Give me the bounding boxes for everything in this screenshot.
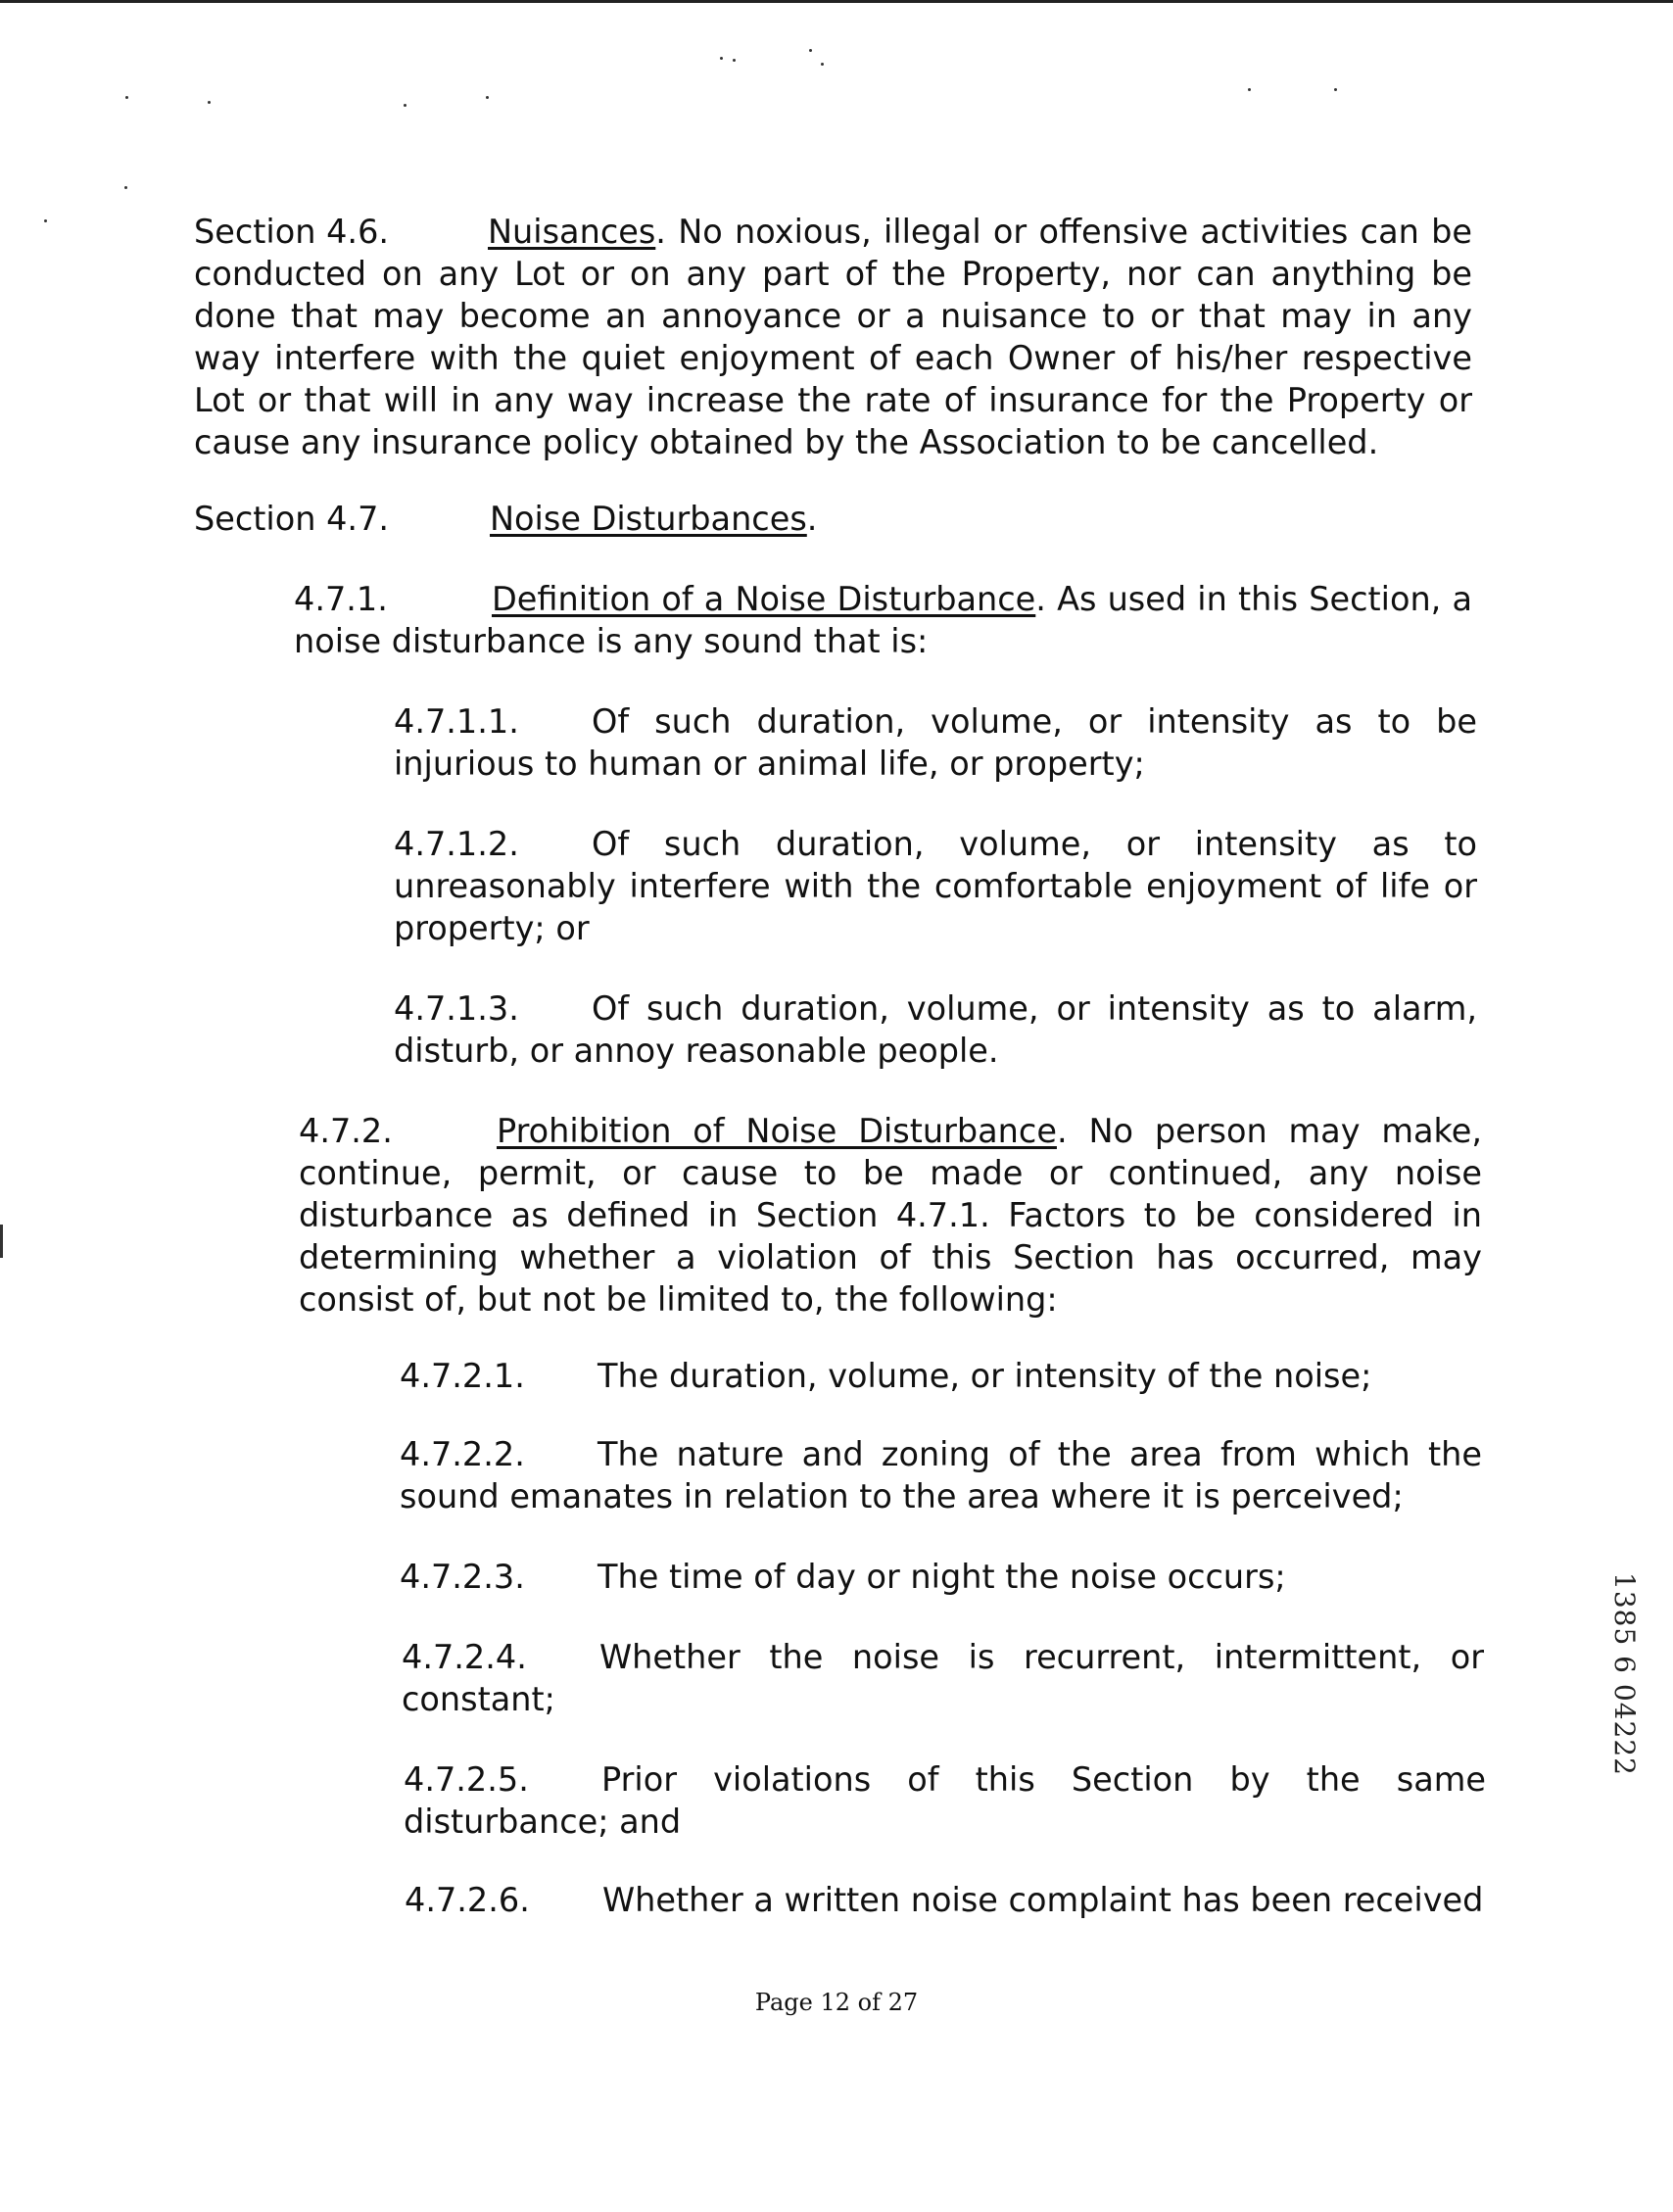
clause-number: 4.7.2.3.: [400, 1558, 525, 1596]
section-number: Section 4.7.: [194, 500, 390, 538]
section-4-7: [194, 498, 1472, 540]
scan-speck: [733, 59, 736, 62]
clause-number: 4.7.2.5.: [404, 1760, 529, 1799]
section-number: Section 4.6.: [194, 213, 390, 251]
clause-number: 4.7.1.2.: [394, 825, 519, 863]
clause-4-7-2-6: [405, 1879, 1487, 1921]
clause-text: Whether the noise is recurrent, intermittent, or constant;: [402, 1638, 1484, 1718]
clause-4-7-1-1: [394, 700, 1477, 785]
subsection-title: Prohibition of Noise Disturbance: [497, 1112, 1057, 1150]
subsection-4-7-1: [294, 578, 1472, 662]
clause-4-7-2-3: [400, 1556, 1482, 1598]
clause-4-7-2-5: [404, 1758, 1486, 1843]
subsection-number: 4.7.2.: [299, 1112, 393, 1150]
scan-speck: [1334, 88, 1337, 91]
section-text: . No noxious, illegal or offensive activities can be conducted on any Lot or on any part of the Property, nor can anything be done that may become an annoyance or a nuisance to or that may in any way interfere with the quiet enjoyment of each Owner of his/her respective Lot or that will in any way increase the rate of insurance for the Property or cause any insurance policy obtained by the Association to be cancelled.: [194, 213, 1472, 461]
scan-top-edge: [0, 0, 1673, 3]
scan-speck: [125, 96, 128, 99]
clause-text: Of such duration, volume, or intensity as to unreasonably interfere with the comfortable enjoyment of life or property; or: [394, 825, 1477, 947]
clause-4-7-2-4: [402, 1636, 1484, 1720]
clause-text: Prior violations of this Section by the same disturbance; and: [404, 1760, 1486, 1841]
clause-4-7-1-2: [394, 823, 1477, 949]
scan-speck: [809, 49, 812, 52]
clause-4-7-1-3: [394, 987, 1477, 1072]
section-title: Noise Disturbances: [490, 500, 807, 538]
scan-speck: [486, 96, 489, 99]
scan-speck: [124, 186, 127, 189]
clause-4-7-2-1: [400, 1355, 1482, 1397]
subsection-text: . As used in this Section, a noise disturbance is any sound that is:: [294, 580, 1473, 660]
clause-4-7-2-2: [400, 1433, 1482, 1517]
scan-speck: [404, 104, 406, 107]
scan-speck: [208, 101, 211, 104]
subsection-title: Definition of a Noise Disturbance: [492, 580, 1036, 618]
scan-speck: [1248, 88, 1251, 91]
clause-number: 4.7.2.6.: [405, 1881, 530, 1919]
scan-margin-mark: [0, 1225, 3, 1258]
scan-speck: [821, 63, 824, 66]
subsection-number: 4.7.1.: [294, 580, 388, 618]
clause-text: Of such duration, volume, or intensity as to be injurious to human or animal life, or property;: [394, 702, 1477, 783]
section-title: Nuisances: [488, 213, 656, 251]
clause-number: 4.7.2.1.: [400, 1357, 525, 1395]
subsection-4-7-2: [299, 1110, 1482, 1321]
scan-speck: [720, 57, 723, 60]
page-footer: Page 12 of 27: [754, 1989, 919, 2016]
clause-text: The duration, volume, or intensity of the noise;: [598, 1357, 1372, 1395]
scan-speck: [44, 219, 47, 222]
clause-number: 4.7.2.2.: [400, 1435, 525, 1473]
section-4-6: [194, 211, 1472, 463]
recording-number-stamp: 1385 6 04222: [1608, 1572, 1641, 1776]
clause-number: 4.7.1.3.: [394, 989, 519, 1028]
clause-text: Of such duration, volume, or intensity as to alarm, disturb, or annoy reasonable people.: [394, 989, 1477, 1070]
clause-number: 4.7.1.1.: [394, 702, 519, 741]
clause-number: 4.7.2.4.: [402, 1638, 527, 1676]
subsection-text: . No person may make, continue, permit, or cause to be made or continued, any noise disturbance as defined in Section 4.7.1. Factors to be considered in determining whether a violation of this Section has occurred, may consist of, but not be limited to, the following:: [299, 1112, 1482, 1319]
section-text: .: [806, 500, 818, 538]
clause-text: The nature and zoning of the area from which the sound emanates in relation to the area where it is perceived;: [400, 1435, 1482, 1515]
clause-text: Whether a written noise complaint has been received: [602, 1881, 1484, 1919]
clause-text: The time of day or night the noise occurs;: [598, 1558, 1286, 1596]
